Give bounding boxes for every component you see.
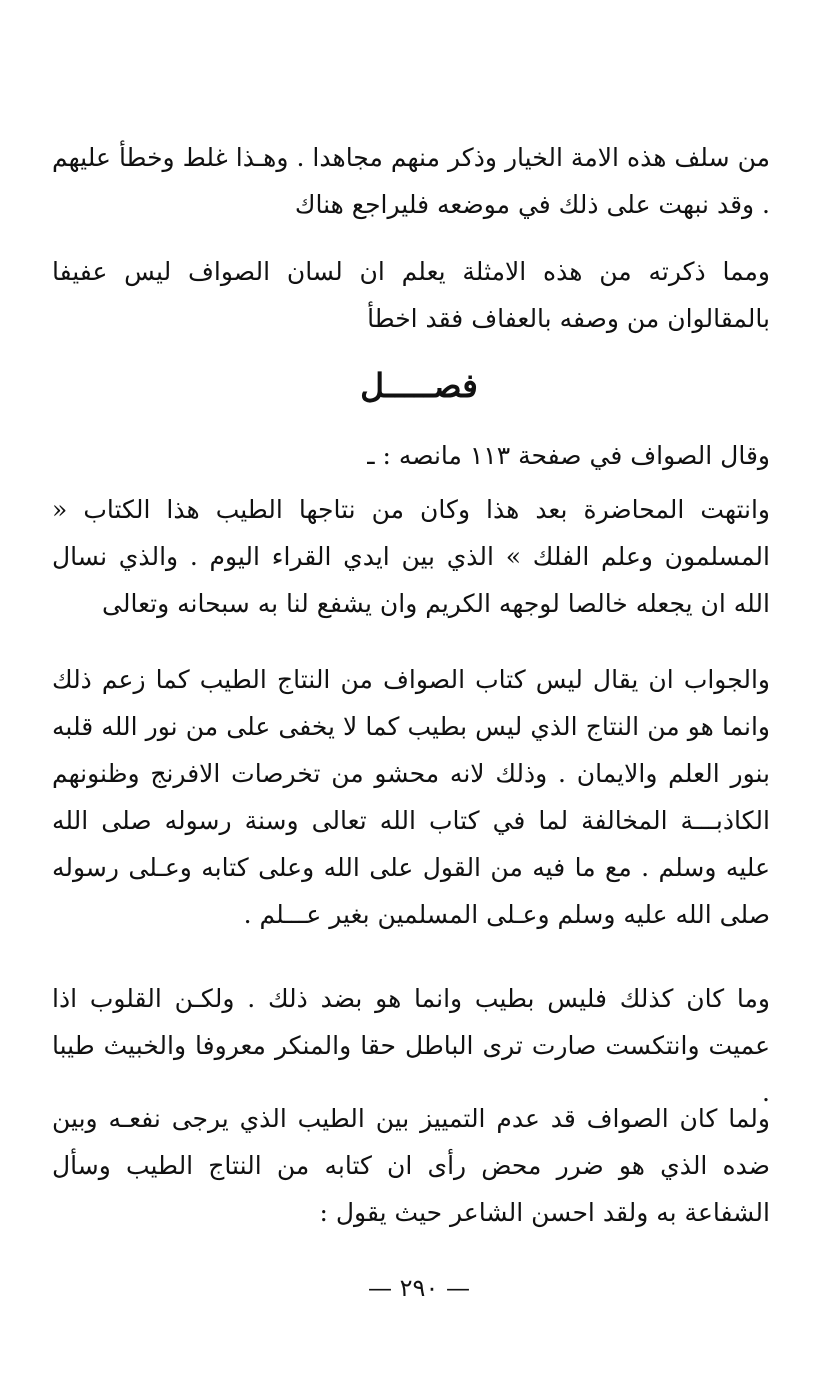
- paragraph-7: ولما كان الصواف قد عدم التمييز بين الطيب الذي يرجى نفعـه وبين ضده الذي هو ضرر محض رأى ان كتابه من النتاج الطيب وسأل الشفاعة به ولقد احسن الشاعر حيث يقول :: [52, 1104, 770, 1227]
- section-heading: فصـــــل: [360, 366, 478, 405]
- paragraph-6: وما كان كذلك فليس بطيب وانما هو بضد ذلك . ولكـن القلوب اذا عميت وانتكست صارت ترى الباطل حقا والمنكر معروفا والخبيث طيبا .: [52, 984, 770, 1107]
- paragraph-5: والجواب ان يقال ليس كتاب الصواف من النتاج الطيب كما زعم ذلك وانما هو من النتاج الذي ليس بطيب كما لا يخفى على من نور الله قلبه بنور العلم والايمان . وذلك لانه محشو من تخرصات الافرنج وظنونهم الكاذبـــة المخالفة لما في كتاب الله تعالى وسنة رسوله صلى الله عليه وسلم . مع ما فيه من القول على الله وعلى كتابه وعـلى رسوله صلى الله عليه وسلم وعـلى المسلمين بغير عـــلم .: [52, 665, 770, 929]
- page-number: — ٢٩٠ —: [368, 1274, 470, 1302]
- paragraph-2: ومما ذكرته من هذه الامثلة يعلم ان لسان الصواف ليس عفيفا بالمقالوان من وصفه بالعفاف فقد اخطأ: [52, 257, 770, 333]
- paragraph-3: وقال الصواف في صفحة ١١٣ مانصه : ـ: [367, 441, 770, 470]
- paragraph-4: وانتهت المحاضرة بعد هذا وكان من نتاجها الطيب هذا الكتاب « المسلمون وعلم الفلك » الذي بين ايدي القراء اليوم . والذي نسال الله ان يجعله خالصا لوجهه الكريم وان يشفع لنا به سبحانه وتعالى: [52, 495, 770, 618]
- paragraph-1: من سلف هذه الامة الخيار وذكر منهم مجاهدا . وهـذا غلط وخطأ عليهم . وقد نبهت على ذلك في موضعه فليراجع هناك: [52, 143, 770, 219]
